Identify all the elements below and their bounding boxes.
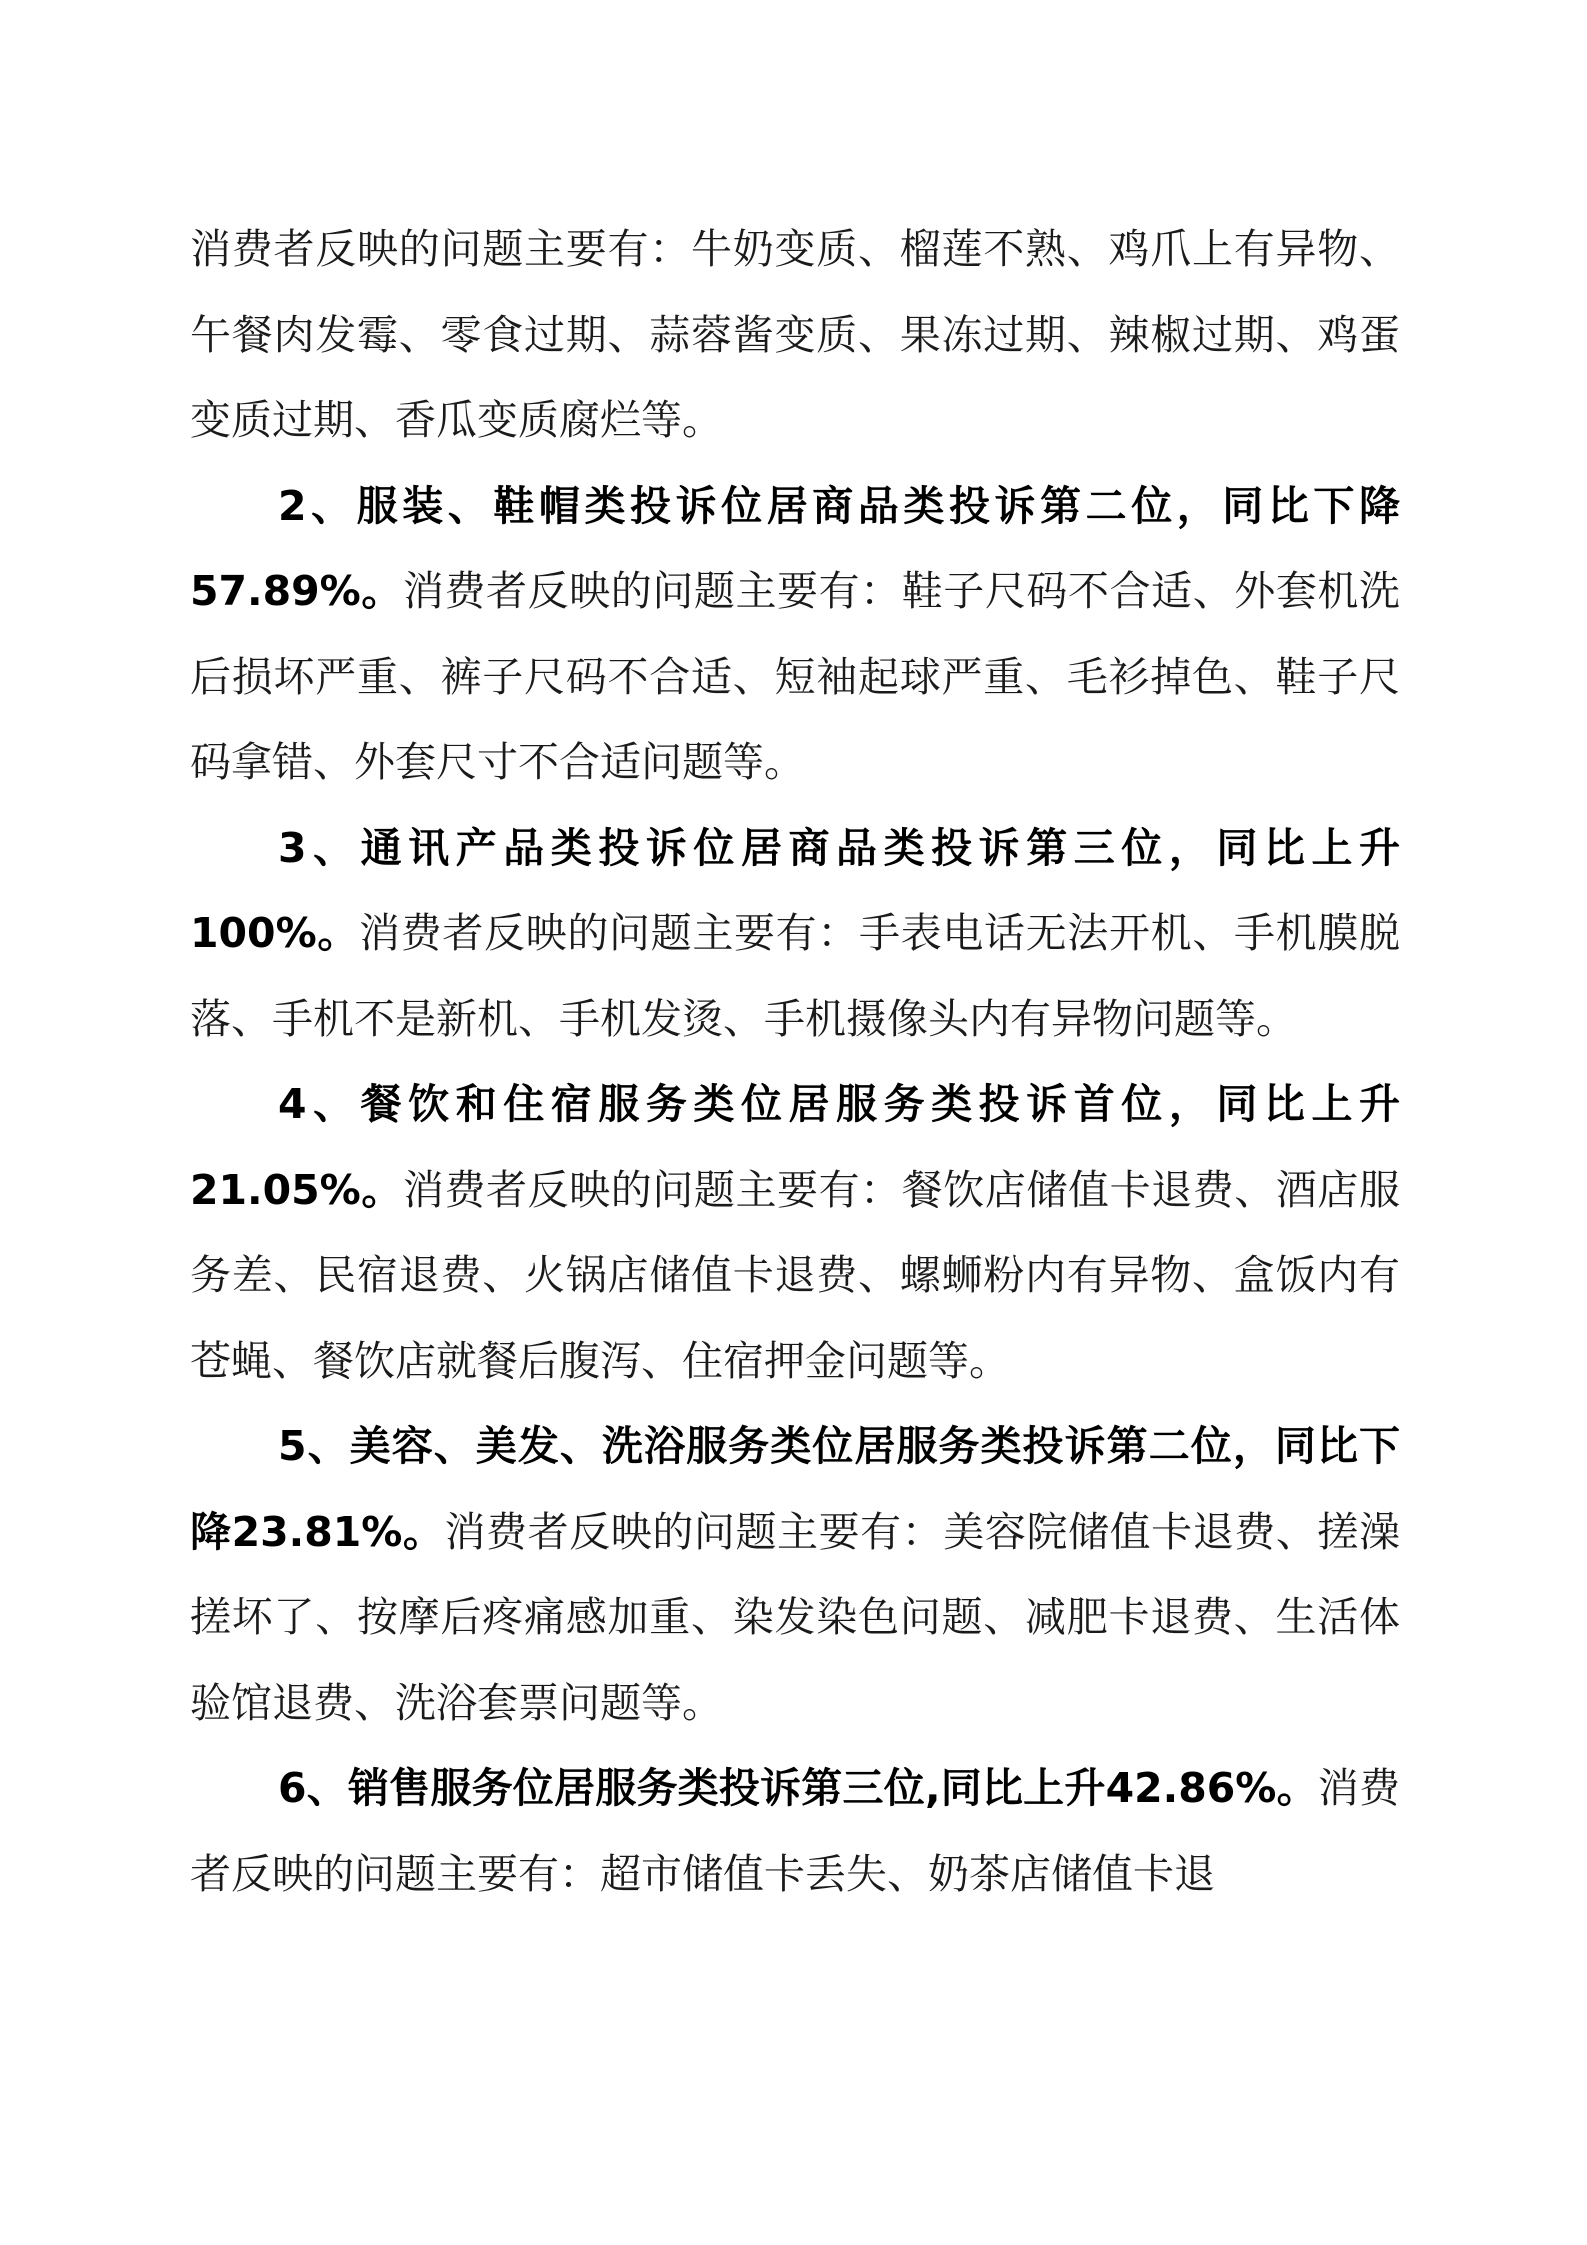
paragraph-body: 消费者反映的问题主要有：手表电话无法开机、手机膜脱落、手机不是新机、手机发烫、手机摄像头内有异物问题等。 [190,909,1400,1043]
paragraph-heading: 3、通讯产品类投诉位居商品类投诉第三位，同比上升100%。 [190,823,1400,957]
paragraph-heading: 6、销售服务位居服务类投诉第三位,同比上升42.86%。 [278,1764,1318,1812]
paragraph-heading: 5、美容、美发、洗浴服务类位居服务类投诉第二位，同比下降23.81%。 [190,1422,1400,1556]
paragraph-heading: 2、服装、鞋帽类投诉位居商品类投诉第二位，同比下降57.89%。 [190,481,1400,615]
paragraph-sales [190,1746,1400,1917]
paragraph-catering [190,1062,1400,1404]
paragraph-body: 消费者反映的问题主要有：餐饮店储值卡退费、酒店服务差、民宿退费、火锅店储值卡退费、螺蛳粉内有异物、盒饭内有苍蝇、餐饮店就餐后腹泻、住宿押金问题等。 [190,1165,1400,1385]
paragraph-clothing [190,464,1400,806]
paragraph-heading: 4、餐饮和住宿服务类位居服务类投诉首位，同比上升21.05%。 [190,1080,1400,1214]
paragraph-body: 消费者反映的问题主要有：鞋子尺码不合适、外套机洗后损坏严重、裤子尺码不合适、短袖起球严重、毛衫掉色、鞋子尺码拿错、外套尺寸不合适问题等。 [190,567,1400,786]
paragraph-beauty [190,1404,1400,1746]
paragraph-body: 消费者反映的问题主要有：美容院储值卡退费、搓澡搓坏了、按摩后疼痛感加重、染发染色问题、减肥卡退费、生活体验馆退费、洗浴套票问题等。 [190,1507,1400,1727]
paragraph-body: 消费者反映的问题主要有：牛奶变质、榴莲不熟、鸡爪上有异物、午餐肉发霉、零食过期、蒜蓉酱变质、果冻过期、辣椒过期、鸡蛋变质过期、香瓜变质腐烂等。 [190,225,1400,444]
paragraph-food-issues [190,207,1400,464]
paragraph-body: 消费者反映的问题主要有：超市储值卡丢失、奶茶店储值卡退 [190,1764,1400,1898]
document-body [190,207,1400,1917]
paragraph-communication [190,806,1400,1063]
